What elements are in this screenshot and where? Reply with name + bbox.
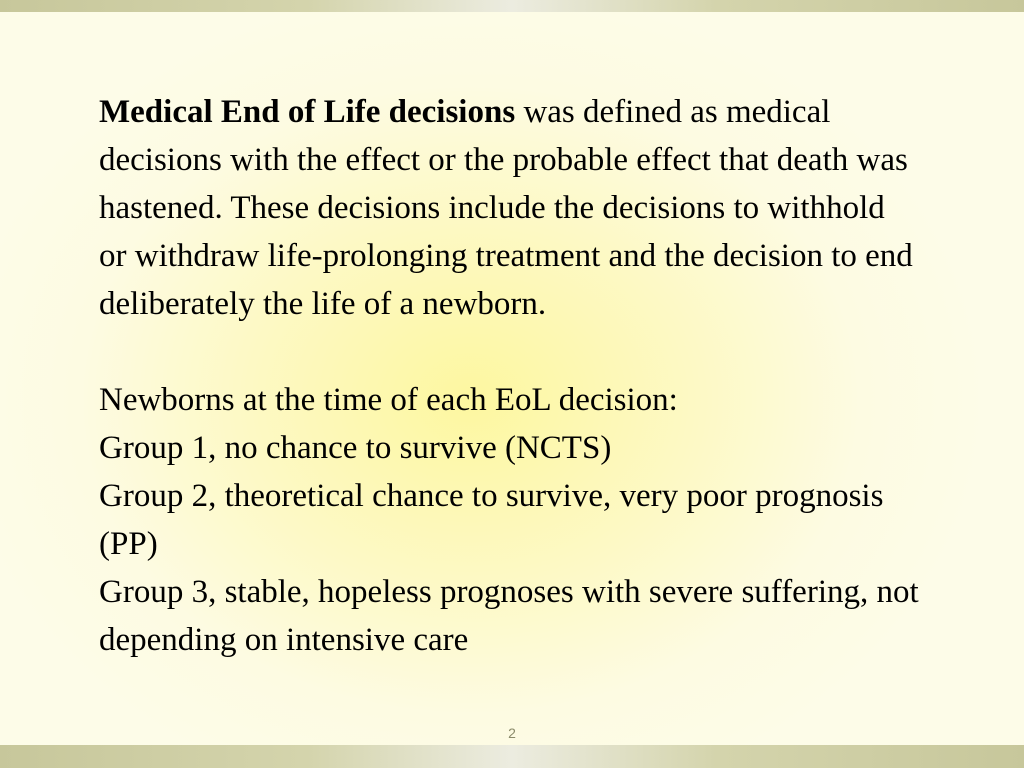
group-item-2: Group 2, theoretical chance to survive, very poor prognosis (PP) [99, 478, 884, 562]
top-decorative-bar [0, 0, 1024, 12]
groups-section [99, 376, 919, 664]
groups-intro: Newborns at the time of each EoL decision: [99, 382, 678, 418]
group-item-3: Group 3, stable, hopeless prognoses with severe suffering, not depending on intensive care [99, 574, 919, 658]
paragraph-spacer [99, 328, 919, 376]
slide-number: 2 [508, 725, 516, 741]
slide-body [99, 88, 919, 664]
group-item-1: Group 1, no chance to survive (NCTS) [99, 430, 612, 466]
bottom-decorative-bar [0, 745, 1024, 768]
definition-term: Medical End of Life decisions [99, 94, 516, 130]
definition-paragraph [99, 88, 919, 328]
definition-text: was defined as medical decisions with the effect or the probable effect that death was hastened. These decisions include the decisions to withhold or withdraw life-prolonging treatment and the decision to end deliberately the life of a newborn. [99, 94, 913, 322]
